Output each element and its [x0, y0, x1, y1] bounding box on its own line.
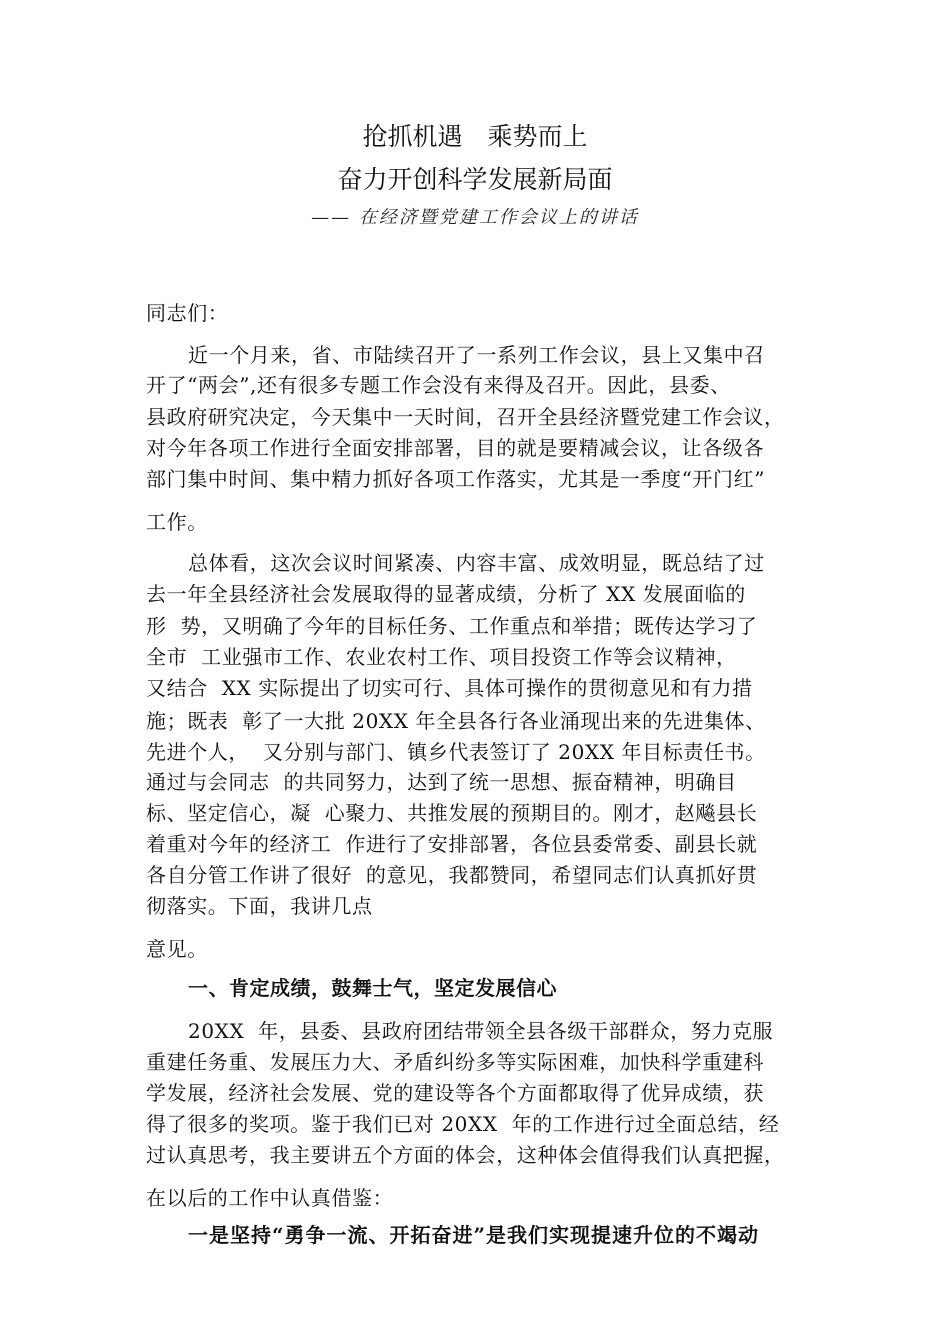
p2-line: 去一年全县经济社会发展取得的显著成绩，分析了 XX 发展面临的: [146, 582, 746, 606]
p1-line: 近一个月来，省、市陆续召开了一系列工作会议，县上又集中召: [188, 343, 765, 367]
p2-line: 意见。: [146, 937, 208, 961]
title-line-1: 抢抓机遇 乘势而上: [362, 122, 588, 151]
p1-line: 工作。: [146, 510, 208, 534]
p3-line: 20XX 年，县委、县政府团结带领全县各级干部群众，努力克服: [188, 1019, 774, 1043]
p3-line: 重建任务重、发展压力大、矛盾纠纷多等实际困难，加快科学重建科: [146, 1050, 764, 1074]
p2-line: 施；既表 彰了一大批 20XX 年全县各行各业涌现出来的先进集体、: [146, 709, 766, 733]
p3-line: 学发展，经济社会发展、党的建设等各个方面都取得了优异成绩，获: [146, 1081, 764, 1105]
point-1: 一是坚持“勇争一流、开拓奋进”是我们实现提速升位的不竭动: [188, 1223, 760, 1247]
p2-line: 通过与会同志 的共同努力，达到了统一思想、振奋精神，明确目: [146, 770, 737, 794]
p2-line: 着重对今年的经济工 作进行了安排部署，各位县委常委、副县长就: [146, 832, 758, 856]
p1-line: 县政府研究决定，今天集中一天时间，召开全县经济暨党建工作会议，: [146, 405, 785, 429]
p2-line: 总体看，这次会议时间紧凑、内容丰富、成效明显，既总结了过: [188, 551, 765, 575]
subtitle: —— 在经济暨党建工作会议上的讲话: [311, 207, 639, 228]
p2-line: 又结合 XX 实际提出了切实可行、具体可操作的贯彻意见和有力措: [146, 676, 753, 700]
p2-line: 各自分管工作讲了很好 的意见，我都赞同，希望同志们认真抓好贯: [146, 863, 758, 887]
p2-line: 形 势，又明确了今年的目标任务、工作重点和举措；既传达学习了: [146, 614, 758, 638]
p3-line: 过认真思考，我主要讲五个方面的体会，这种体会值得我们认真把握，: [146, 1143, 785, 1167]
p3-line: 在以后的工作中认真借鉴：: [146, 1186, 394, 1210]
p3-line: 得了很多的奖项。鉴于我们已对 20XX 年的工作进行过全面总结，经: [146, 1112, 780, 1136]
p2-line: 彻落实。下面，我讲几点: [146, 894, 373, 918]
p1-line: 开了“两会”,还有很多专题工作会没有来得及召开。因此，县委、: [146, 373, 731, 397]
p2-line: 先进个人， 又分别与部门、镇乡代表签订了 20XX 年目标责任书。: [146, 740, 766, 764]
title-line-2: 奋力开创科学发展新局面: [337, 165, 613, 194]
p2-line: 全市 工业强市工作、农业农村工作、项目投资工作等会议精神，: [146, 645, 737, 669]
p1-line: 部门集中时间、集中精力抓好各项工作落实，尤其是一季度“开门红”: [146, 467, 766, 491]
section-heading-1: 一、肯定成绩，鼓舞士气，坚定发展信心: [188, 976, 557, 1000]
p1-line: 对今年各项工作进行全面安排部署，目的就是要精减会议，让各级各: [146, 436, 764, 460]
greeting: 同志们：: [146, 301, 229, 325]
p2-line: 标、坚定信心，凝 心聚力、共推发展的预期目的。刚才，赵飚县长: [146, 801, 758, 825]
